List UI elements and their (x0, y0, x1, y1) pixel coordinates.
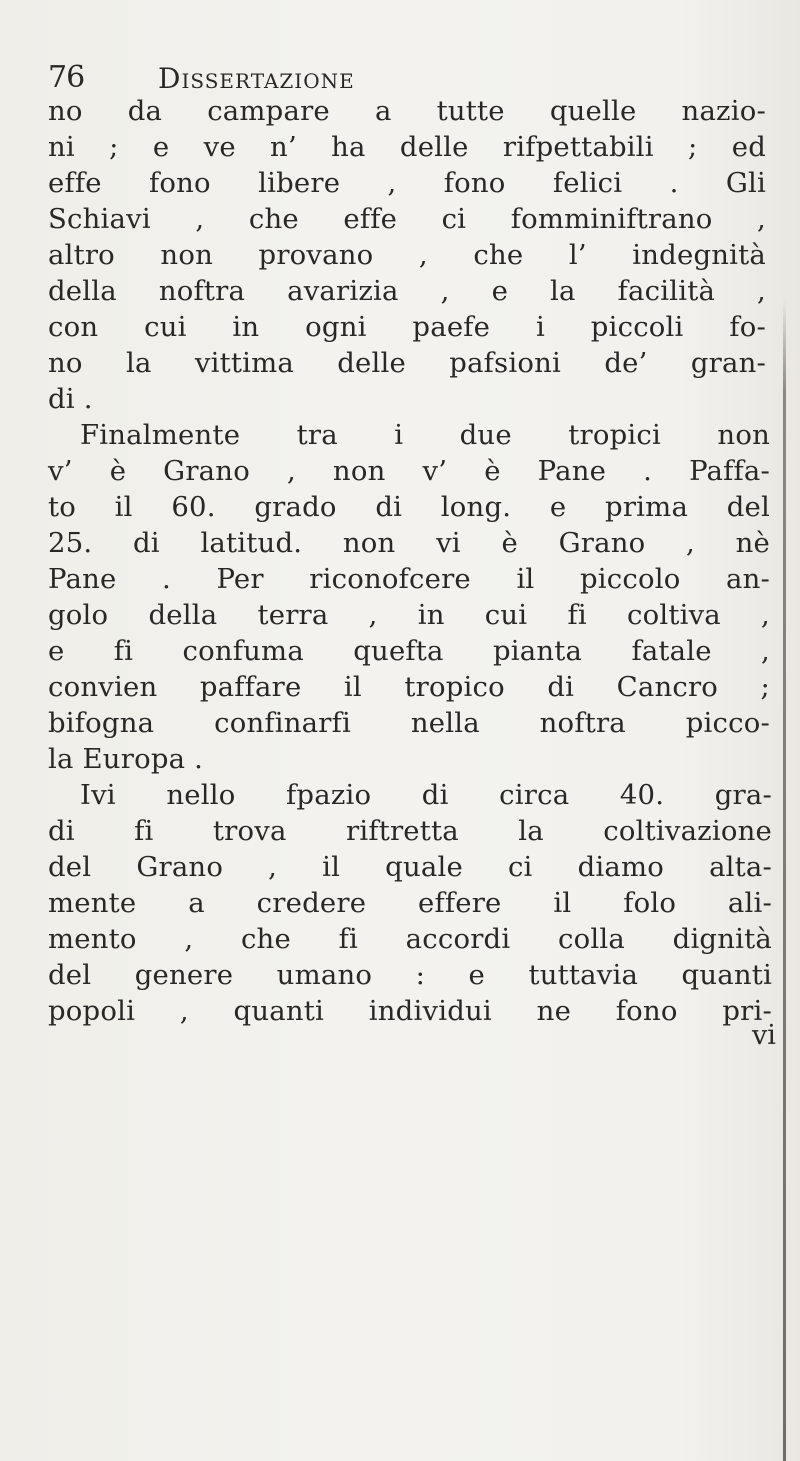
text-line: mento , che fi accordi colla dignità (48, 923, 772, 955)
text-line: del genere umano : e tuttavia quanti (48, 959, 772, 991)
page-number: 76 (48, 60, 85, 95)
text-line: mente a credere effere il folo ali- (48, 887, 772, 919)
text-line: popoli , quanti individui ne fono pri- (48, 995, 772, 1027)
text-line: golo della terra , in cui fi coltiva , (48, 599, 770, 631)
text-line: 25. di latitud. non vi è Grano , nè (48, 527, 770, 559)
text-line: di fi trova riftretta la coltivazione (48, 815, 772, 847)
text-line: bifogna confinarfi nella noftra picco- (48, 707, 770, 739)
text-line: Schiavi , che effe ci fomminiftrano , (48, 203, 766, 235)
text-line: e fi confuma quefta pianta fatale , (48, 635, 770, 667)
text-line: ni ; e ve n’ ha delle rifpettabili ; ed (48, 131, 766, 163)
text-line: v’ è Grano , non v’ è Pane . Paffa- (48, 455, 770, 487)
text-line: della noftra avarizia , e la facilità , (48, 275, 766, 307)
text-line: la Europa . (48, 743, 204, 775)
text-line: Pane . Per riconofcere il piccolo an- (48, 563, 770, 595)
text-line: con cui in ogni paefe i piccoli fo- (48, 311, 766, 343)
text-line: convien paffare il tropico di Cancro ; (48, 671, 770, 703)
text-line: Ivi nello fpazio di circa 40. gra- (80, 779, 772, 811)
text-line: no da campare a tutte quelle nazio- (48, 95, 766, 127)
text-line: Finalmente tra i due tropici non (80, 419, 770, 451)
running-head: Dissertazione (158, 62, 355, 95)
text-line: effe fono libere , fono felici . Gli (48, 167, 766, 199)
text-line: no la vittima delle pafsioni de’ gran- (48, 347, 766, 379)
text-line: di . (48, 383, 93, 415)
text-line: del Grano , il quale ci diamo alta- (48, 851, 772, 883)
text-line: to il 60. grado di long. e prima del (48, 491, 770, 523)
page-edge-shadow (783, 300, 786, 1461)
catchword: vi (752, 1020, 776, 1051)
text-line: altro non provano , che l’ indegnità (48, 239, 766, 271)
